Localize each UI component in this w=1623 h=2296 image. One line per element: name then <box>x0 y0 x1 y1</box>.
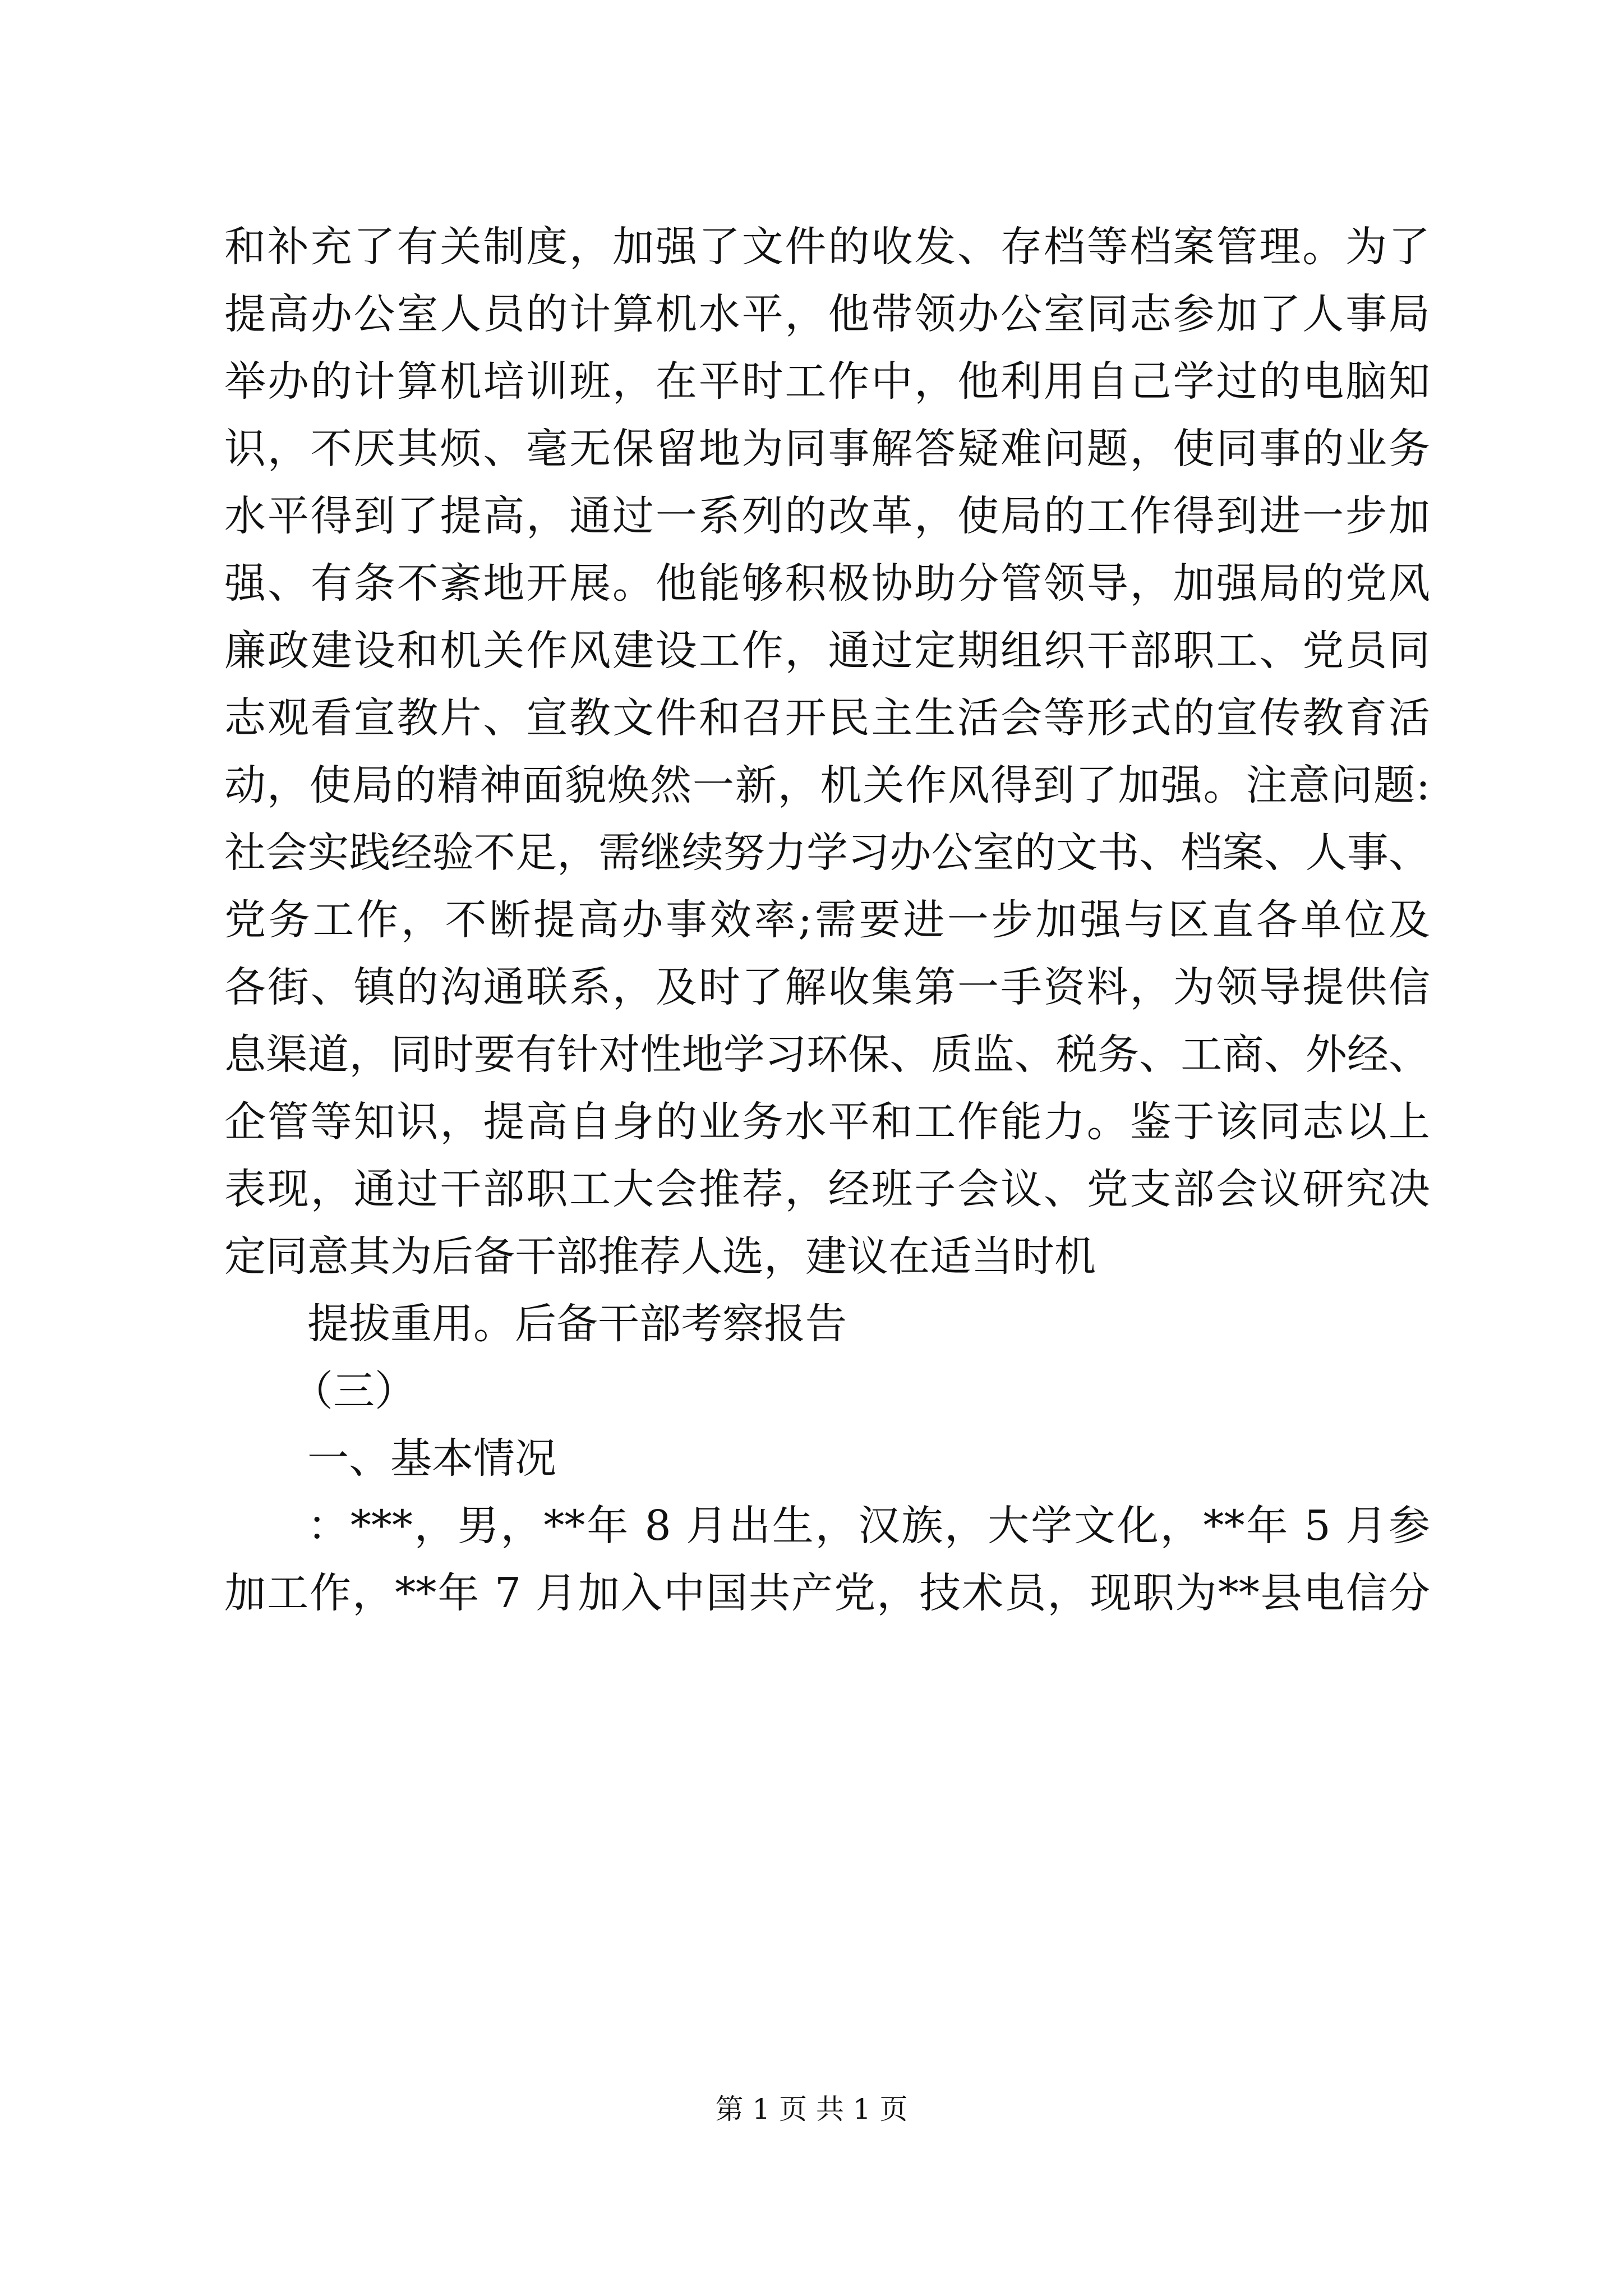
page-footer: 第 1 页 共 1 页 <box>715 2093 908 2125</box>
text-line: 动，使局的精神面貌焕然一新，机关作风得到了加强。注意问题: <box>224 761 1430 809</box>
text-line: 息渠道，同时要有针对性地学习环保、质监、税务、工商、外经、 <box>224 1030 1430 1079</box>
section-number: （三） <box>292 1367 416 1415</box>
document-body <box>224 213 1430 1627</box>
text-line-heading: 提拔重用。后备干部考察报告 <box>307 1300 847 1348</box>
text-line: 企管等知识，提高自身的业务水平和工作能力。鉴于该同志以上 <box>224 1098 1430 1146</box>
text-line: 党务工作，不断提高办事效率;需要进一步加强与区直各单位及 <box>224 896 1430 944</box>
text-line: 志观看宣教片、宣教文件和召开民主生活会等形式的宣传教育活 <box>224 694 1430 742</box>
section-heading: 一、基本情况 <box>307 1434 556 1483</box>
text-line: 水平得到了提高，通过一系列的改革，使局的工作得到进一步加 <box>224 492 1430 540</box>
text-line: 社会实践经验不足，需继续努力学习办公室的文书、档案、人事、 <box>224 829 1430 877</box>
text-line: 廉政建设和机关作风建设工作，通过定期组织干部职工、党员同 <box>224 627 1430 675</box>
text-line: 举办的计算机培训班，在平时工作中，他利用自己学过的电脑知 <box>224 357 1430 406</box>
text-line: 各街、镇的沟通联系，及时了解收集第一手资料，为领导提供信 <box>224 963 1430 1011</box>
text-line: 强、有条不紊地开展。他能够积极协助分管领导，加强局的党风 <box>224 559 1430 608</box>
text-line: 提高办公室人员的计算机水平，他带领办公室同志参加了人事局 <box>224 290 1430 338</box>
text-line: 加工作，**年 7 月加入中国共产党，技术员，现职为**县电信分 <box>224 1569 1430 1617</box>
text-line: 定同意其为后备干部推荐人选，建议在适当时机 <box>224 1232 1096 1281</box>
text-line: 识，不厌其烦、毫无保留地为同事解答疑难问题，使同事的业务 <box>224 425 1430 473</box>
text-line: 和补充了有关制度，加强了文件的收发、存档等档案管理。为了 <box>224 223 1430 271</box>
text-line: ：***，男，**年 8 月出生，汉族，大学文化，**年 5 月参 <box>307 1502 1430 1550</box>
text-line: 表现，通过干部职工大会推荐，经班子会议、党支部会议研究决 <box>224 1165 1430 1213</box>
